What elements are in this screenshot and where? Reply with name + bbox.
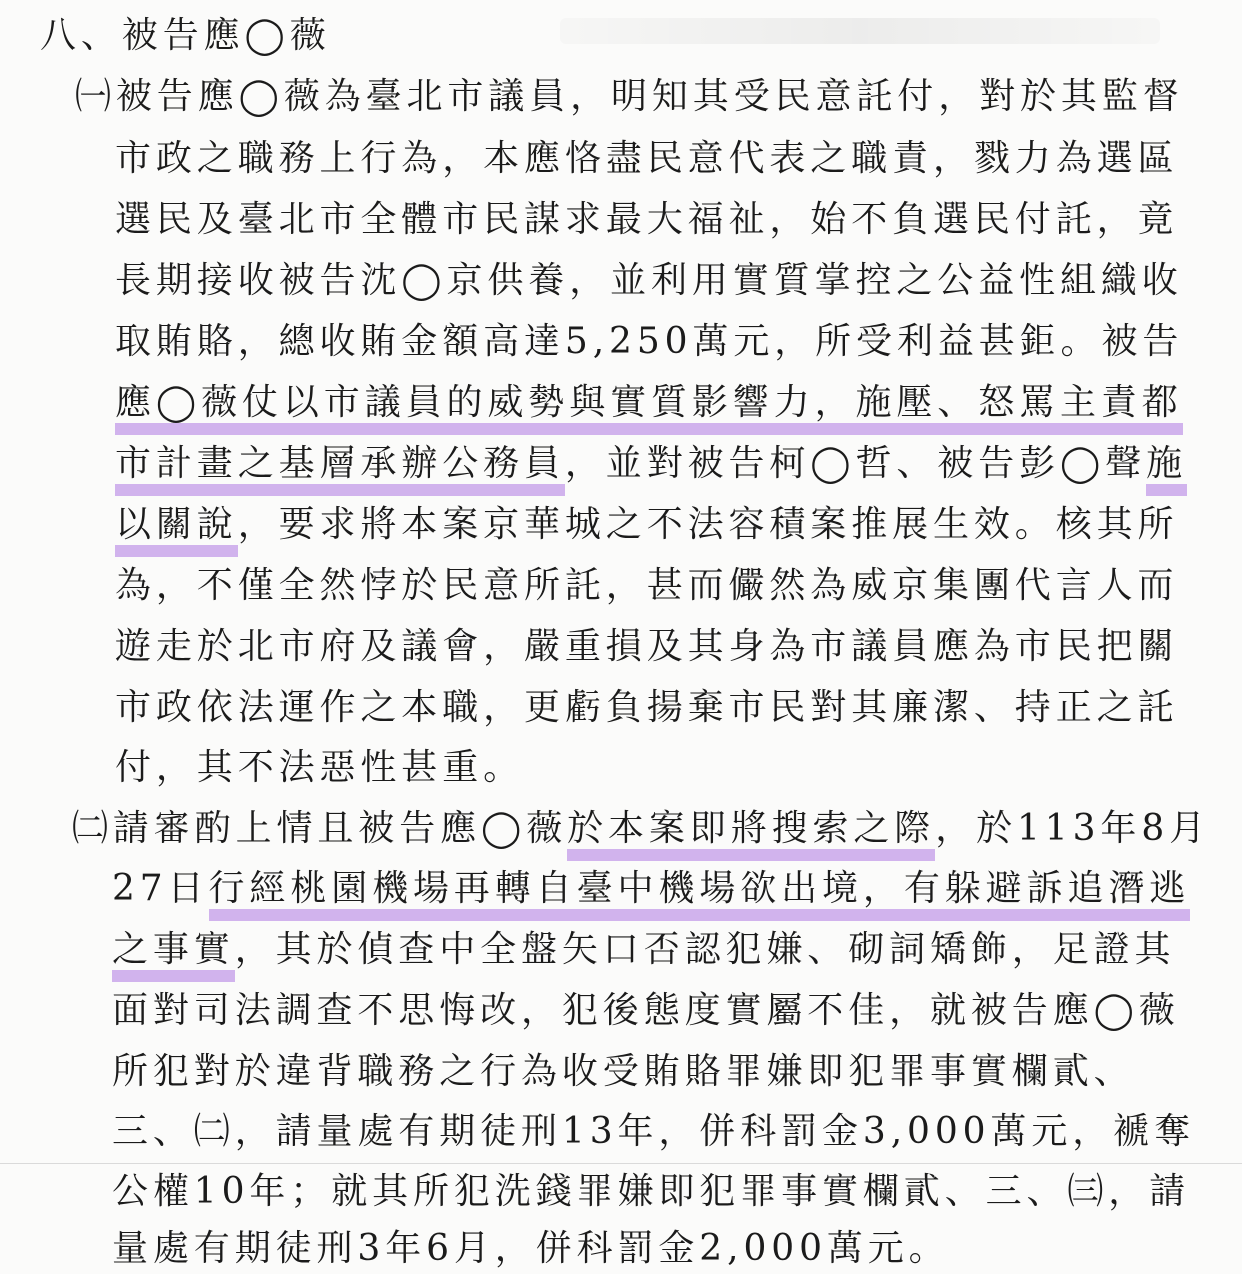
highlighted-text: 於本案即將搜索之際 [567,808,935,861]
line-text: ，其於偵查中全盤矢口否認犯嫌、砌詞矯飾，足證其 [234,929,1176,970]
paragraph-1-line [115,503,1178,547]
highlighted-text: 施 [1146,443,1187,496]
paragraph-2-line: 面對司法調查不思悔改，犯後態度實屬不佳，就被告應◯薇 [112,990,1180,1031]
page-divider [0,1163,1242,1164]
line-text: ㈡請審酌上情且被告應◯薇 [72,808,568,849]
line-text: ，並對被告柯◯哲、被告彭◯聲 [564,443,1147,484]
paragraph-1-line: 市政依法運作之本職，更虧負揚棄市民對其廉潔、持正之託 [115,687,1179,728]
paragraph-2-line: 所犯對於違背職務之行為收受賄賂罪嫌即犯罪事實欄貳、 [112,1051,1135,1092]
paragraph-1-line: 付，其不法惡性甚重。 [115,747,525,788]
line-text: 27日 [112,868,209,909]
scan-smudge [560,18,1160,44]
highlighted-text: 之事實 [112,929,235,982]
paragraph-1-line [115,381,1183,425]
paragraph-2-line: 公權10年；就其所犯洗錢罪嫌即犯罪事實欄貳、三、㈢，請 [112,1171,1191,1212]
paragraph-1-line: 長期接收被告沈◯京供養，並利用實質掌控之公益性組織收 [115,260,1183,301]
paragraph-2-line [112,867,1190,911]
line-text: ，於113年8月 [935,808,1211,849]
highlighted-text: 應◯薇仗以市議員的威勢與實質影響力，施壓、怒罵主責都 [115,382,1183,435]
paragraph-1-line: 選民及臺北市全體市民謀求最大福祉，始不負選民付託，竟 [115,199,1179,240]
paragraph-1-line [115,442,1187,486]
paragraph-2-line [72,807,1210,851]
paragraph-2-line [112,928,1175,972]
highlighted-text: 行經桃園機場再轉自臺中機場欲出境，有躲避訴追潛逃 [209,868,1191,921]
paragraph-2-line: 三、㈡，請量處有期徒刑13年，併科罰金3,000萬元，褫奪 [112,1111,1195,1152]
paragraph-1-line: ㈠被告應◯薇為臺北市議員，明知其受民意託付，對於其監督 [75,76,1184,117]
section-heading: 八、被告應◯薇 [40,15,331,56]
paragraph-1-line: 為，不僅全然悖於民意所託，甚而儼然為威京集團代言人而 [115,565,1179,606]
paragraph-1-line: 遊走於北市府及議會，嚴重損及其身為市議員應為市民把關 [115,626,1179,667]
paragraph-1-line: 取賄賂，總收賄金額高達5,250萬元，所受利益甚鉅。被告 [115,321,1184,362]
paragraph-1-line: 市政之職務上行為，本應恪盡民意代表之職責，戮力為選區 [115,138,1179,179]
paragraph-2-line: 量處有期徒刑3年6月，併科罰金2,000萬元。 [112,1228,950,1269]
highlighted-text: 以關說 [115,504,238,557]
highlighted-text: 市計畫之基層承辦公務員 [115,443,565,496]
line-text: ，要求將本案京華城之不法容積案推展生效。核其所 [237,504,1179,545]
